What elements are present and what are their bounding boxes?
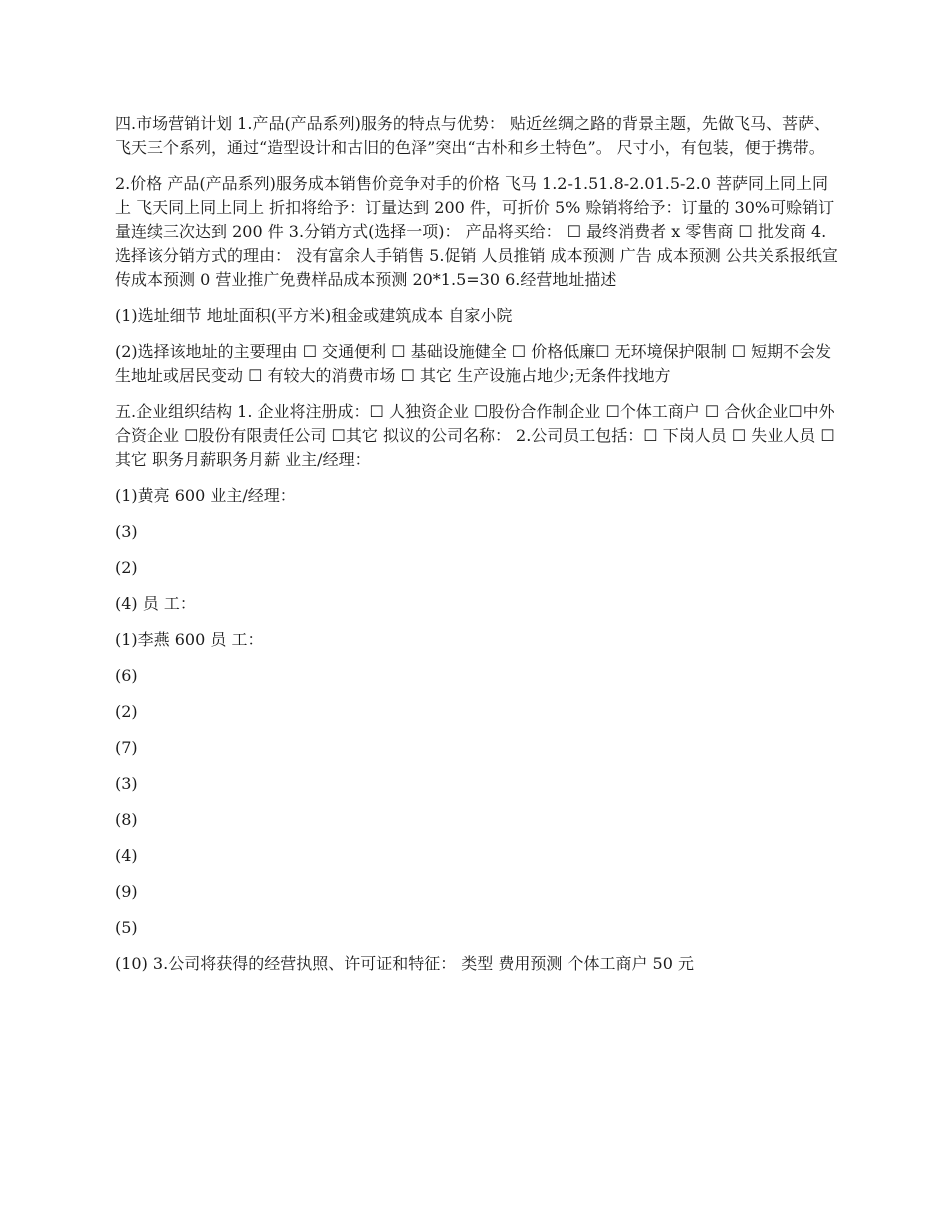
list-item: (1)黄亮 600 业主/经理： — [115, 486, 296, 505]
list-item: (5) — [115, 918, 138, 937]
list-item: (6) — [115, 666, 138, 685]
list-item: (3) — [115, 774, 138, 793]
list-item: (4) — [115, 846, 138, 865]
site-details-paragraph: (1)选址细节 地址面积(平方米)租金或建筑成本 自家小院 — [115, 306, 513, 325]
pricing-distribution-paragraph: 2.价格 产品(产品系列)服务成本销售价竞争对手的价格 飞马 1.2-1.51.8-2.01.5-2.0 菩萨同上同上同上 飞天同上同上同上 折扣将给予：订量达到 200 件，可折价 5% 赊销将给予：订量的 30%可赊销订量连续三次达到 200 件 3.分销方式(选择一项)： 产品将买给： ☐ 最终消费者 x 零售商 ☐ 批发商 4.选择该分销方式的理由： 没有富余人手销售 5.促销 人员推销 成本预测 广告 成本预测 公共关系报纸宣传成本预测 0 营业推广免费样品成本预测 20*1.5=30 6.经营地址描述 — [115, 174, 838, 289]
list-item: (3) — [115, 522, 138, 541]
license-paragraph: (10) 3.公司将获得的经营执照、许可证和特征： 类型 费用预测 个体工商户 50 元 — [115, 954, 694, 973]
list-item: (7) — [115, 738, 138, 757]
list-item: (4) 员 工： — [115, 594, 196, 613]
list-item: (2) — [115, 558, 138, 577]
list-item: (1)李燕 600 员 工： — [115, 630, 264, 649]
org-structure-paragraph: 五.企业组织结构 1. 企业将注册成：☐ 人独资企业 ☐股份合作制企业 ☐个体工商户 ☐ 合伙企业☐中外合资企业 ☐股份有限责任公司 ☐其它 拟议的公司名称： 2.公司员工包括：☐ 下岗人员 ☐ 失业人员 ☐其它 职务月薪职务月薪 业主/经理： — [115, 402, 835, 469]
list-item: (2) — [115, 702, 138, 721]
site-reasons-paragraph: (2)选择该地址的主要理由 ☐ 交通便利 ☐ 基础设施健全 ☐ 价格低廉☐ 无环境保护限制 ☐ 短期不会发生地址或居民变动 ☐ 有较大的消费市场 ☐ 其它 生产设施占地少;无条件找地方 — [115, 342, 832, 385]
list-item: (8) — [115, 810, 138, 829]
list-item: (9) — [115, 882, 138, 901]
marketing-plan-paragraph: 四.市场营销计划 1.产品(产品系列)服务的特点与优势： 贴近丝绸之路的背景主题，先做飞马、菩萨、飞天三个系列，通过“造型设计和古旧的色泽”突出“古朴和乡土特色”。 尺寸小，有包装，便于携带。 — [115, 114, 831, 157]
